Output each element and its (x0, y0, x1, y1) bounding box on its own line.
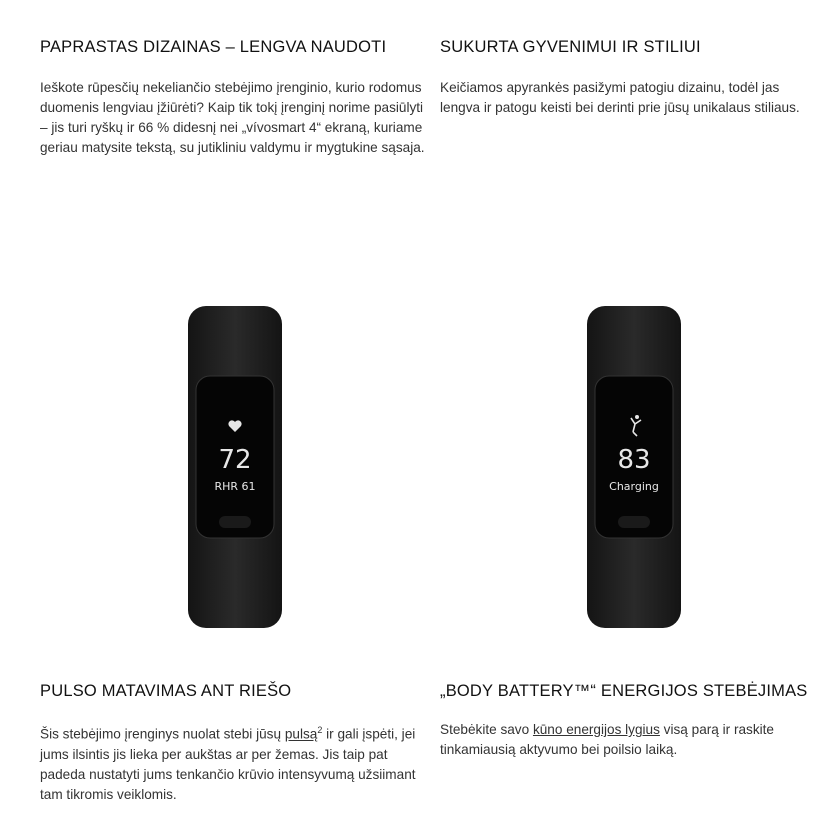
charging-label: Charging (609, 480, 659, 493)
energy-link[interactable]: kūno energijos lygius (532, 722, 660, 737)
footnote-marker: 2 (317, 725, 323, 735)
pulse-text (40, 720, 425, 805)
style-heading: SUKURTA GYVENIMUI IR STILIUI (440, 38, 701, 56)
design-text: Ieškote rūpesčių nekeliančio stebėjimo įrenginio, kurio rodomus duomenis lengviau įžiūrėti? Kaip tik tokį įrenginį norime pasiūlyti – jis turi ryškų ir 66 % didesnį nei „vívosmart 4“ ekraną, kuriame geriau matysite tekstą, su jutikliniu valdymu ir mygtukine sąsaja. (40, 80, 425, 155)
fitness-band-left (186, 306, 284, 628)
fitness-band-right (585, 306, 683, 628)
pulse-heading: PULSO MATAVIMAS ANT RIEŠO (40, 682, 292, 700)
pulse-link[interactable]: pulsą (284, 726, 318, 742)
battery-text (440, 720, 815, 760)
battery-text-part2: visą parą ir raskite tinkamiausią aktyvumo bei poilsio laiką. (440, 722, 774, 757)
heart-rate-value: 72 (218, 445, 252, 475)
design-heading: PAPRASTAS DIZAINAS – LENGVA NAUDOTI (40, 38, 387, 56)
style-text: Keičiamos apyrankės pasižymi patogiu dizainu, todėl jas lengva ir patogu keisti bei derinti prie jūsų unikalaus stiliaus. (440, 80, 800, 115)
pulse-text-part2: ir gali įspėti, jei jums ilsintis jis lieka per aukštas ar per žemas. Jis taip pat padeda nustatyti jums tenkančio krūvio intensyvumą užsiimant tam tikromis veiklomis. (40, 726, 416, 802)
battery-heading: „BODY BATTERY™“ ENERGIJOS STEBĖJIMAS (440, 682, 808, 700)
pulse-text-part1: Šis stebėjimo įrenginys nuolat stebi jūsų (40, 726, 285, 742)
rhr-label: RHR 61 (214, 480, 256, 493)
battery-value: 83 (617, 445, 651, 475)
battery-text-part1: Stebėkite savo (440, 722, 533, 737)
